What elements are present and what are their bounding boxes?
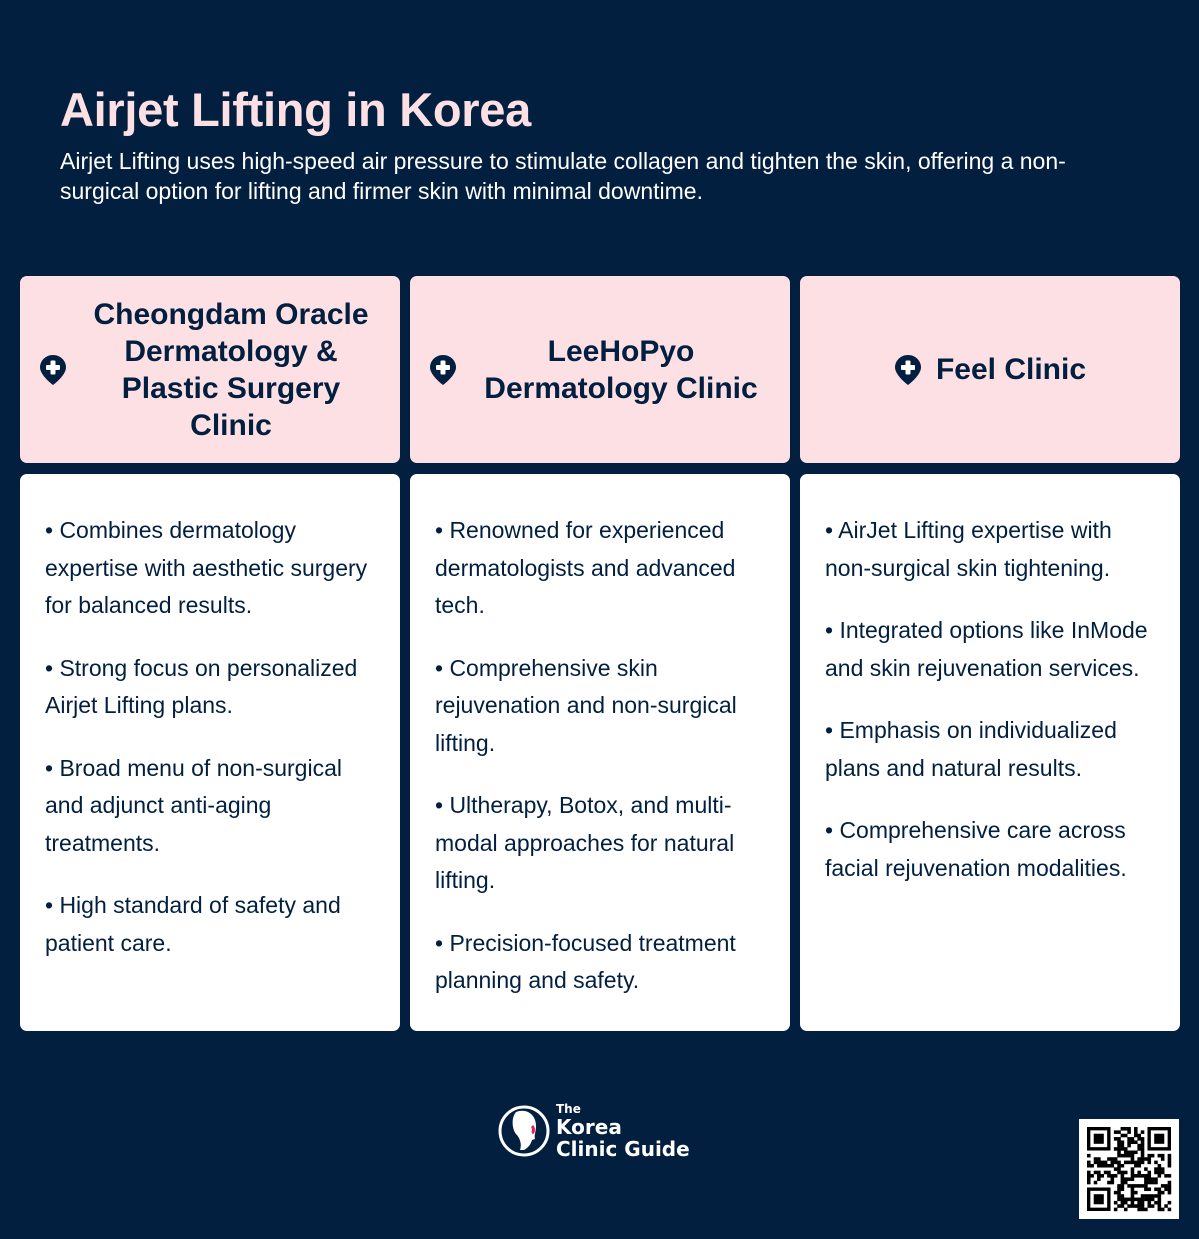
woman-profile-icon	[498, 1102, 550, 1160]
location-pin-plus-icon	[39, 354, 67, 386]
clinic-feature: • Strong focus on personalized Airjet Lifting plans.	[45, 654, 358, 718]
clinic-feature: • Broad menu of non-surgical and adjunct anti-aging treatments.	[45, 754, 342, 856]
qr-code-graphic	[1079, 1119, 1179, 1219]
clinic-header	[800, 276, 1180, 463]
location-pin-plus-icon	[429, 354, 457, 386]
clinic-name: Feel Clinic	[935, 353, 1087, 386]
korea-clinic-guide-logo[interactable]	[498, 1102, 690, 1160]
clinic-feature: • Comprehensive care across facial rejuvenation modalities.	[825, 817, 1127, 881]
clinic-feature: • AirJet Lifting expertise with non-surgical skin tightening.	[825, 517, 1112, 581]
clinic-details-card	[800, 474, 1180, 1031]
clinic-feature: • Precision-focused treatment planning and safety.	[435, 929, 736, 993]
clinic-details-card	[410, 474, 790, 1031]
clinic-feature: • Comprehensive skin rejuvenation and non-surgical lifting.	[435, 654, 737, 756]
clinic-name: Cheongdam Oracle Dermatology & Plastic Surgery Clinic	[93, 297, 369, 442]
page-title: Airjet Lifting in Korea	[60, 83, 531, 136]
clinic-feature: • High standard of safety and patient care.	[45, 892, 341, 956]
page-description: Airjet Lifting uses high-speed air pressure to stimulate collagen and tighten the skin, offering a non-surgical option for lifting and firmer skin with minimal downtime.	[60, 148, 1066, 204]
clinic-feature: • Ultherapy, Botox, and multi-modal approaches for natural lifting.	[435, 792, 735, 893]
clinic-header	[410, 276, 790, 463]
logo-clinic-guide: Clinic Guide	[556, 1136, 690, 1161]
clinic-header	[20, 276, 400, 463]
clinic-name: LeeHoPyo Dermatology Clinic	[484, 334, 758, 405]
qr-code-icon[interactable]	[1079, 1119, 1179, 1219]
clinic-feature: • Renowned for experienced dermatologists and advanced tech.	[435, 517, 736, 618]
logo-wordmark	[556, 1103, 690, 1160]
clinic-feature: • Integrated options like InMode and skin rejuvenation services.	[825, 617, 1148, 681]
logo-the: The	[556, 1101, 581, 1116]
logo-korea: Korea	[556, 1114, 622, 1139]
location-pin-plus-icon	[894, 354, 922, 386]
clinic-feature: • Combines dermatology expertise with aesthetic surgery for balanced results.	[45, 517, 368, 618]
clinic-feature: • Emphasis on individualized plans and natural results.	[825, 717, 1117, 781]
clinic-details-card	[20, 474, 400, 1031]
